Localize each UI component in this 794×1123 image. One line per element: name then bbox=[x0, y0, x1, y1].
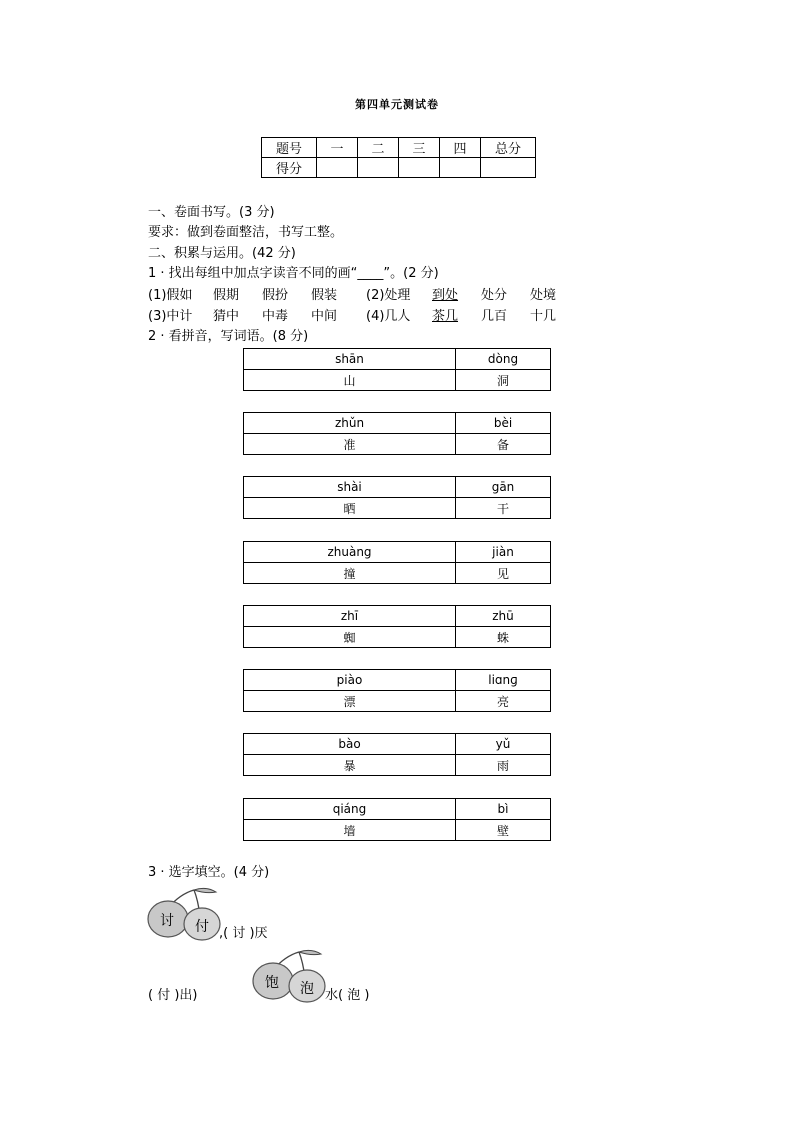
cherry-char: 泡 bbox=[300, 981, 314, 997]
word-item: 猜中 bbox=[213, 309, 240, 324]
score-cell: 三 bbox=[399, 138, 440, 158]
pinyin-cell: shài bbox=[244, 477, 456, 498]
pinyin-cell: qiáng bbox=[244, 799, 456, 820]
pinyin-table bbox=[243, 348, 551, 391]
section1-heading: 一、卷面书写。(3 分) bbox=[148, 205, 275, 220]
word-item: 中毒 bbox=[262, 309, 289, 324]
answer-cell[interactable]: 撞 bbox=[244, 563, 456, 584]
answer-cell[interactable]: 备 bbox=[456, 434, 551, 455]
pinyin-table bbox=[243, 541, 551, 584]
word-item: 处境 bbox=[530, 288, 557, 303]
score-input-cell[interactable] bbox=[317, 158, 358, 178]
pinyin-cell: zhū bbox=[456, 606, 551, 627]
answer-cell[interactable]: 晒 bbox=[244, 498, 456, 519]
word-item: 十几 bbox=[530, 309, 557, 324]
score-input-cell[interactable] bbox=[399, 158, 440, 178]
answer-cell[interactable]: 亮 bbox=[456, 691, 551, 712]
score-input-cell[interactable] bbox=[481, 158, 536, 178]
pinyin-cell: zhī bbox=[244, 606, 456, 627]
score-cell: 四 bbox=[440, 138, 481, 158]
answer-cell[interactable]: 雨 bbox=[456, 755, 551, 776]
answer-cell[interactable]: 准 bbox=[244, 434, 456, 455]
answer-cell[interactable]: 壁 bbox=[456, 820, 551, 841]
pinyin-table bbox=[243, 412, 551, 455]
pinyin-table bbox=[243, 798, 551, 841]
word-item-underlined: 到处 bbox=[432, 288, 459, 303]
score-cell: 题号 bbox=[262, 138, 317, 158]
score-cell: 二 bbox=[358, 138, 399, 158]
q3-line2-right: 水( 泡 ) bbox=[325, 988, 370, 1003]
word-item: 几百 bbox=[481, 309, 508, 324]
section1-requirement: 要求：做到卷面整洁，书写工整。 bbox=[148, 225, 344, 240]
answer-cell[interactable]: 漂 bbox=[244, 691, 456, 712]
answer-cell[interactable]: 干 bbox=[456, 498, 551, 519]
pinyin-cell: liɑnɡ bbox=[456, 670, 551, 691]
word-item: 假扮 bbox=[262, 288, 289, 303]
cherry-stem-graphic bbox=[146, 886, 226, 944]
answer-cell[interactable]: 蜘 bbox=[244, 627, 456, 648]
score-table bbox=[261, 137, 536, 178]
word-item: 假期 bbox=[213, 288, 240, 303]
pinyin-cell: jiàn bbox=[456, 542, 551, 563]
q3-line2-left: ( 付 )出) bbox=[148, 988, 198, 1003]
word-item: (3)中计 bbox=[148, 309, 193, 324]
pinyin-cell: zhuàng bbox=[244, 542, 456, 563]
cherry-char: 饱 bbox=[265, 975, 279, 991]
pinyin-cell: bèi bbox=[456, 413, 551, 434]
score-cell: 总分 bbox=[481, 138, 536, 158]
word-item: (4)几人 bbox=[366, 309, 411, 324]
pinyin-table bbox=[243, 669, 551, 712]
pinyin-cell: gān bbox=[456, 477, 551, 498]
score-cell: 得分 bbox=[262, 158, 317, 178]
pinyin-table bbox=[243, 476, 551, 519]
pinyin-cell: bào bbox=[244, 734, 456, 755]
answer-cell[interactable]: 见 bbox=[456, 563, 551, 584]
answer-cell[interactable]: 暴 bbox=[244, 755, 456, 776]
word-item-underlined: 茶几 bbox=[432, 309, 459, 324]
section2-heading: 二、积累与运用。(42 分) bbox=[148, 246, 296, 261]
q3-line1: ,( 讨 )厌 bbox=[219, 926, 268, 941]
q2-prompt: 2 · 看拼音，写词语。(8 分) bbox=[148, 329, 309, 344]
pinyin-cell: bì bbox=[456, 799, 551, 820]
pinyin-cell: zhǔn bbox=[244, 413, 456, 434]
pinyin-table bbox=[243, 733, 551, 776]
score-header-row bbox=[262, 138, 536, 158]
answer-cell[interactable]: 蛛 bbox=[456, 627, 551, 648]
answer-cell[interactable]: 墙 bbox=[244, 820, 456, 841]
word-item: (2)处理 bbox=[366, 288, 411, 303]
word-item: (1)假如 bbox=[148, 288, 193, 303]
pinyin-table bbox=[243, 605, 551, 648]
page-title: 第四单元测试卷 bbox=[355, 98, 439, 111]
cherry-icon bbox=[251, 948, 331, 1006]
pinyin-cell: shān bbox=[244, 349, 456, 370]
q1-prompt: 1 · 找出每组中加点字读音不同的画“____”。(2 分) bbox=[148, 266, 439, 281]
answer-cell[interactable]: 洞 bbox=[456, 370, 551, 391]
pinyin-cell: piào bbox=[244, 670, 456, 691]
pinyin-cell: yǔ bbox=[456, 734, 551, 755]
cherry-char: 付 bbox=[195, 919, 209, 935]
word-item: 处分 bbox=[481, 288, 508, 303]
word-item: 中间 bbox=[311, 309, 338, 324]
answer-cell[interactable]: 山 bbox=[244, 370, 456, 391]
cherry-icon bbox=[146, 886, 226, 944]
word-item: 假装 bbox=[311, 288, 338, 303]
cherry-char: 讨 bbox=[160, 913, 174, 929]
score-value-row bbox=[262, 158, 536, 178]
score-input-cell[interactable] bbox=[358, 158, 399, 178]
cherry-stem-graphic bbox=[251, 948, 331, 1006]
pinyin-cell: dòng bbox=[456, 349, 551, 370]
score-cell: 一 bbox=[317, 138, 358, 158]
q3-prompt: 3 · 选字填空。(4 分) bbox=[148, 865, 270, 880]
score-input-cell[interactable] bbox=[440, 158, 481, 178]
